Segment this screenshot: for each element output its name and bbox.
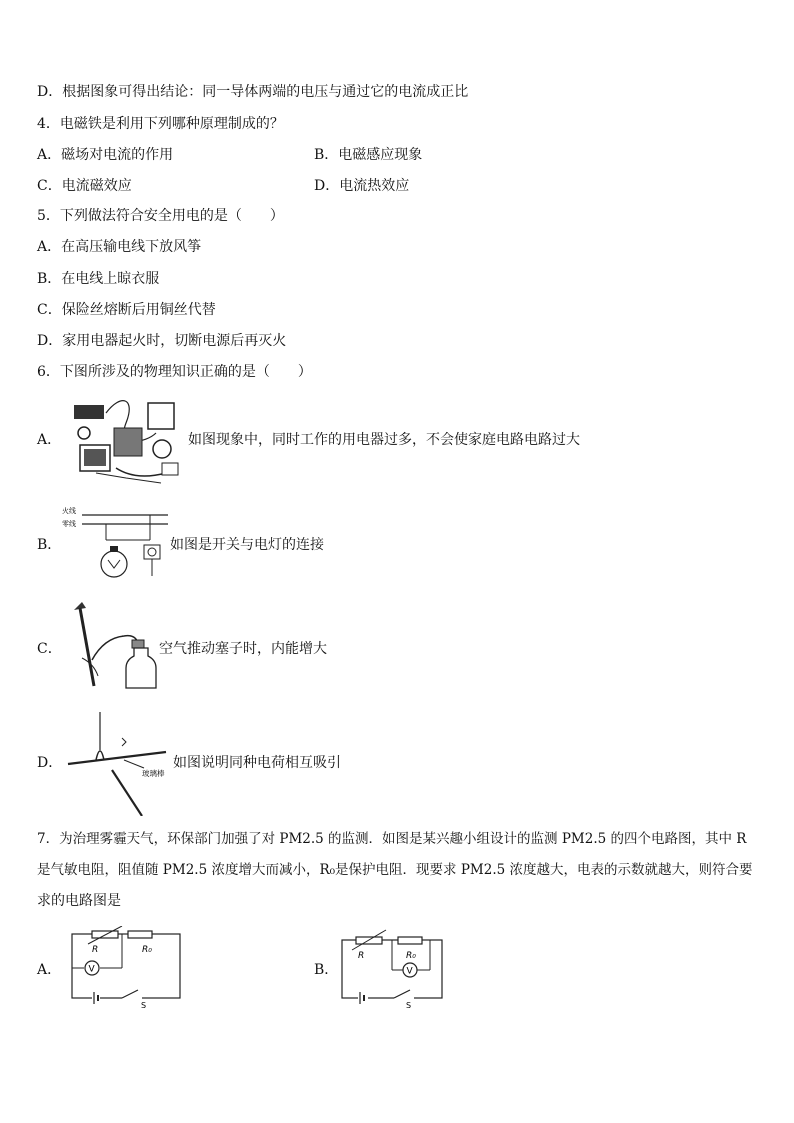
switch-lamp-figure [60,502,170,586]
q6-option-c-letter: C． [37,641,62,657]
q5-option-a: A．在高压输电线下放风筝 [37,239,202,255]
q4-option-c: C．电流磁效应 [37,178,132,194]
switch-icon [148,548,156,556]
q6-option-b-text: 如图是开关与电灯的连接 [170,537,324,553]
electroscope-figure [62,712,176,816]
box-icon [148,403,174,429]
q6-stem: 6．下图所涉及的物理知识正确的是（ ） [37,364,312,380]
neutral-wire-label: 零线 [62,520,76,528]
q6-option-a-letter: A． [37,432,62,448]
bottle-icon [126,648,156,688]
q4-option-b: B．电磁感应现象 [314,147,423,163]
fan-icon [78,427,90,439]
q3-option-d: D．根据图象可得出结论：同一导体两端的电压与通过它的电流成正比 [37,84,469,100]
q5-option-c: C．保险丝熔断后用铜丝代替 [37,302,216,318]
q7-option-a-letter: A． [37,962,62,978]
resistor-r0 [398,937,422,944]
lamp-icon [101,551,127,577]
label-r0: R₀ [406,951,416,961]
glass-rod-icon [112,770,142,816]
q4-option-a: A．磁场对电流的作用 [37,147,174,163]
label-r: R [358,951,365,961]
q6-option-d-letter: D． [37,755,63,771]
rod-icon [68,752,166,764]
glass-rod-label: 玻璃棒 [142,769,165,778]
label-voltmeter: V [88,964,95,975]
outlet-icon [114,428,142,456]
label-switch: S [141,1001,147,1008]
circuit-b [336,928,448,1008]
q5-option-d: D．家用电器起火时，切断电源后再灭火 [37,333,287,349]
label-r0: R₀ [142,945,152,955]
q4-stem: 4．电磁铁是利用下列哪种原理制成的？ [37,116,284,132]
label-switch: S [406,1001,412,1008]
q6-option-d-text: 如图说明同种电荷相互吸引 [173,755,341,771]
q6-option-b-letter: B． [37,537,62,553]
washer-icon [153,440,171,458]
label-voltmeter: V [406,966,413,977]
q7-option-b-letter: B． [314,962,339,978]
live-wire-label: 火线 [62,507,76,515]
pump-icon [80,608,94,686]
resistor-r0 [128,931,152,938]
q7-line-3: 求的电路图是 [37,893,121,909]
q4-option-d: D．电流热效应 [314,178,410,194]
circuit-a [66,926,186,1008]
q5-option-b: B．在电线上晾衣服 [37,271,160,287]
q5-stem: 5．下列做法符合安全用电的是（ ） [37,208,284,224]
q6-option-c-text: 空气推动塞子时，内能增大 [159,641,327,657]
label-r: R [92,945,99,955]
pump-bottle-figure [64,598,160,694]
q6-option-a-text: 如图现象中，同时工作的用电器过多，不会使家庭电路电路过大 [188,432,580,448]
stopper-icon [132,640,144,648]
radio-icon [74,405,104,419]
appliances-figure [66,393,186,488]
q7-line-2: 是气敏电阻，阻值随 PM2.5 浓度增大而减小，R₀是保护电阻．现要求 PM2.5 浓度越大，电表的示数就越大，则符合要 [37,862,753,878]
q7-line-1: 7．为治理雾霾天气，环保部门加强了对 PM2.5 的监测．如图是某兴趣小组设计的监测 PM2.5 的四个电路图，其中 R [37,831,747,847]
